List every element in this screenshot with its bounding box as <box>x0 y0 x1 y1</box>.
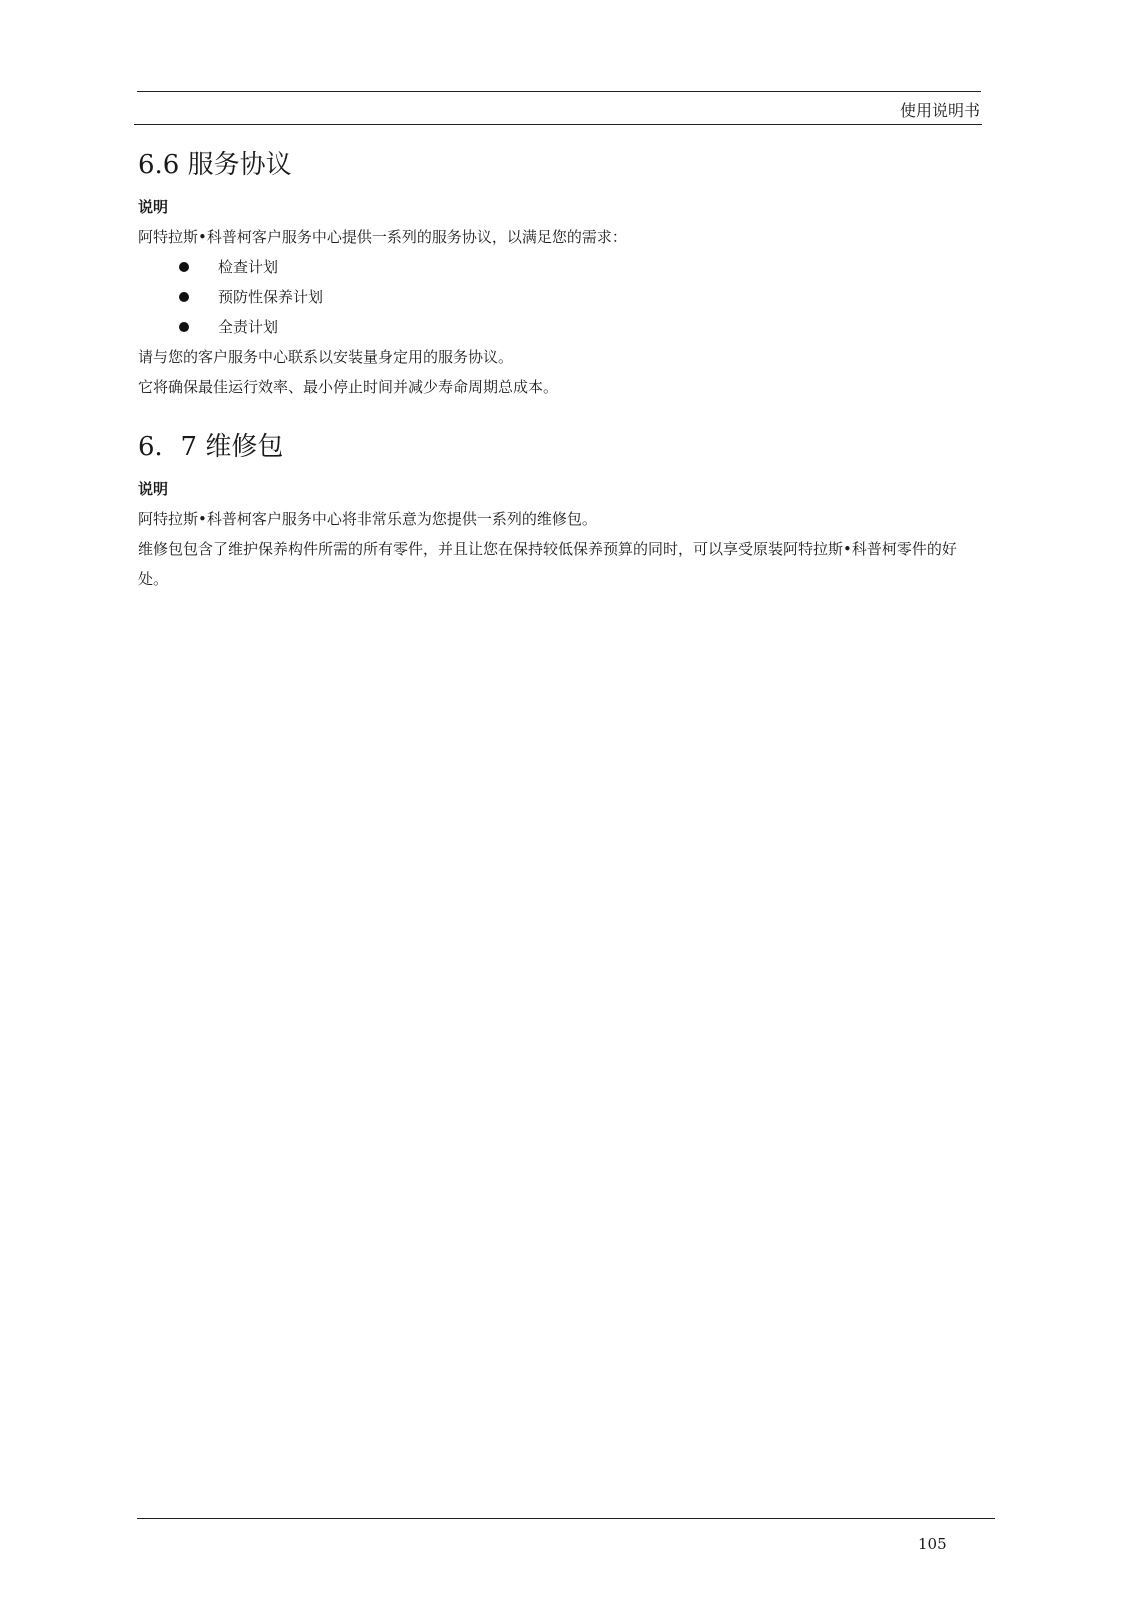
list-item <box>138 282 982 312</box>
list-item-text: 全责计划 <box>218 318 279 336</box>
section-service-agreements <box>138 146 982 402</box>
header-rule-top <box>137 91 981 92</box>
list-item <box>138 312 982 342</box>
bullet-icon <box>179 292 189 302</box>
bullet-icon <box>179 322 189 332</box>
header-title: 使用说明书 <box>899 101 980 120</box>
body-paragraph: 请与您的客户服务中心联系以安装量身定用的服务协议。 <box>138 348 514 366</box>
bullet-list <box>138 252 982 342</box>
header-rule-bottom <box>134 124 982 125</box>
page-content <box>138 146 982 594</box>
section-heading: 6.6 服务协议 <box>138 150 292 180</box>
page-number: 105 <box>918 1535 947 1553</box>
list-item <box>138 252 982 282</box>
body-paragraph: 维修包包含了维护保养构件所需的所有零件，并且让您在保持较低保养预算的同时，可以享受原装阿特拉斯•科普柯零件的好处。 <box>138 540 957 588</box>
list-item-text: 预防性保养计划 <box>218 288 324 306</box>
body-paragraph: 阿特拉斯•科普柯客户服务中心将非常乐意为您提供一系列的维修包。 <box>138 510 597 528</box>
section-service-kits <box>138 428 982 594</box>
footer-rule <box>137 1518 995 1519</box>
bullet-icon <box>179 262 189 272</box>
section-subheading: 说明 <box>138 480 169 498</box>
intro-paragraph: 阿特拉斯•科普柯客户服务中心提供一系列的服务协议，以满足您的需求： <box>138 228 627 246</box>
body-paragraph: 它将确保最佳运行效率、最小停止时间并减少寿命周期总成本。 <box>138 378 559 396</box>
section-subheading: 说明 <box>138 198 169 216</box>
section-heading: 6．7 维修包 <box>138 432 284 462</box>
list-item-text: 检查计划 <box>218 258 279 276</box>
